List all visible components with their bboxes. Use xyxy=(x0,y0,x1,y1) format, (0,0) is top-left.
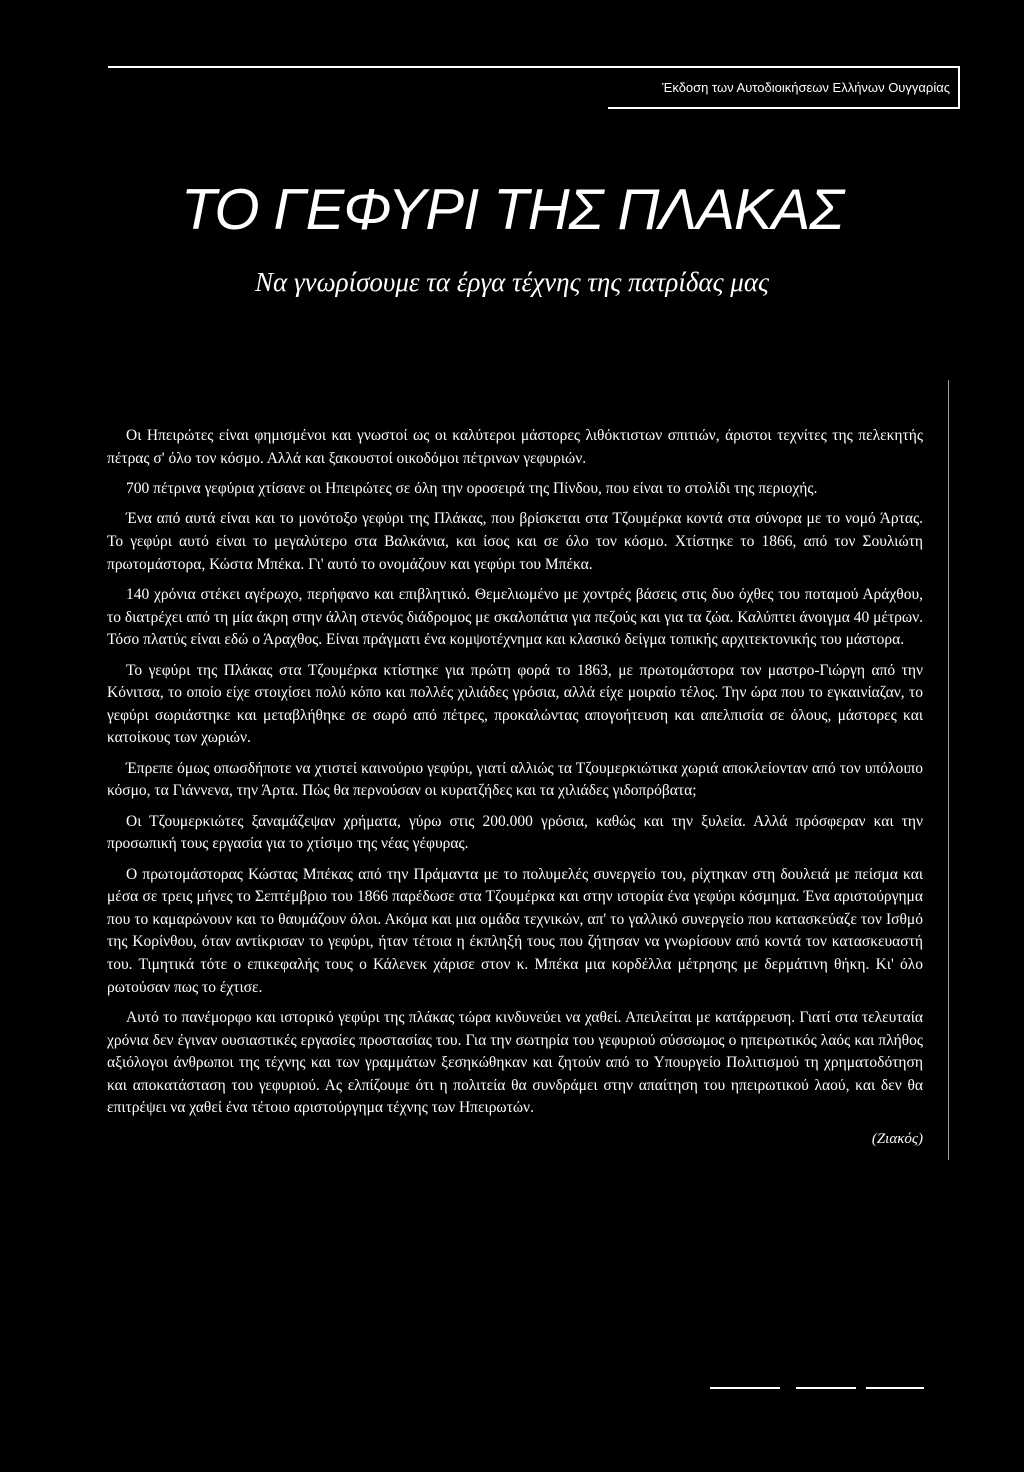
footer-rule-3 xyxy=(866,1387,924,1389)
paragraph: Οι Ηπειρώτες είναι φημισμένοι και γνωστοί ως οι καλύτεροι μάστορες λιθόκτιστων σπιτιών, άριστοι τεχνίτες της πελεκητής πέτρας σ' όλο τον κόσμο. Αλλά και ξακουστοί οικοδόμοι πέτρινων γεφυριών. xyxy=(107,427,923,467)
publisher-line: Έκδοση των Αυτοδιοικήσεων Ελλήνων Ουγγαρίας xyxy=(662,80,950,95)
page-subtitle: Να γνωρίσουμε τα έργα τέχνης της πατρίδας μας xyxy=(255,267,769,297)
paragraph: Οι Τζουμερκιώτες ξαναμάζεψαν χρήματα, γύρω στις 200.000 γρόσια, καθώς και την ξυλεία. Αλλά πρόσφεραν και την προσωπική τους εργασία για το χτίσιμο της νέας γέφυρας. xyxy=(107,812,923,853)
paragraph: Ένα από αυτά είναι και το μονότοξο γεφύρι της Πλάκας, που βρίσκεται στα Τζουμέρκα κοντά στα σύνορα με το νομό Άρτας. Το γεφύρι αυτό είναι το μεγαλύτερο στα Βαλκάνια, και ίσος και σε όλο τον κόσμο. Χτίστηκε το 1866, από τον Σουλιώτη πρωτομάστορα, Κώστα Μπέκα. Γι' αυτό το ονομάζουν και γεφύρι του Μπέκα. xyxy=(107,510,923,573)
margin-rule xyxy=(948,380,949,1160)
paragraph: Ο πρωτομάστορας Κώστας Μπέκας από την Πράμαντα με το πολυμελές συνεργείο του, ρίχτηκαν στη δουλειά με πείσμα και μέσα σε τρεις μήνες το Σεπτέμβριο του 1866 παρέδωσε στα Τζουμέρκα και στην ιστορία ένα γεφύρι κόσμημα. Ένα αριστούργημα που το καμαρώνουν και το θαυμάζουν όλοι. Ακόμα και μια ομάδα τεχνικών, απ' το γαλλικό συνεργείο που κατασκεύαζε τον Ισθμό της Κορίνθου, όταν αντίκρισαν το γεφύρι, ήταν τέτοια η έκπληξή τους που ζήτησαν να γνωρίσουν από κοντά τον κατασκευαστή του. Τιμητικά τότε ο επικεφαλής τους ο Κάλενεκ χάρισε στον κ. Μπέκα μια κορδέλλα μέτρησης με δερμάτινη θήκη. Κι' όλο ρωτούσαν πως το έχτισε. xyxy=(107,865,923,996)
paragraph: Το γεφύρι της Πλάκας στα Τζουμέρκα κτίστηκε για πρώτη φορά το 1863, με πρωτομάστορα τον μαστρο-Γιώργη από την Κόνιτσα, το οποίο είχε στοιχίσει πολύ κόπο και πολλές χιλιάδες γρόσια, αλλά είχε μοιραίο τέλος. Την ώρα που το εγκαινίαζαν, το γεφύρι σωριάστηκε και μεταβλήθηκε σε σωρό από πέτρες, προκαλώντας απογοήτευση και απελπισία σε όλους, μάστορες και κατοίκους των χωριών. xyxy=(107,661,923,747)
paragraph: Αυτό το πανέμορφο και ιστορικό γεφύρι της πλάκας τώρα κινδυνεύει να χαθεί. Απειλείται με κατάρρευση. Γιατί στα τελευταία χρόνια δεν έγιναν ουσιαστικές εργασίες προστασίας του. Για την σωτηρία του γεφυριού σύσσωμος ο ηπειρωτικός λαός και πλήθος αξιόλογοι άνθρωποι της τέχνης και των γραμμάτων ξεσηκώθηκαν και ζητούν από το Υπουργείο Πολιτισμού τη χρηματοδότηση και αποκατάσταση του γεφυριού. Ας ελπίζουμε ότι η πολιτεία θα συνδράμει στην απαίτηση του ηπειρωτικού λαού, και δεν θα επιτρέψει να χαθεί ένα τέτοιο αριστούργημα τέχνης των Ηπειρωτών. xyxy=(107,1009,923,1117)
footer-rule-1 xyxy=(710,1387,780,1389)
header-right-rule xyxy=(958,66,960,109)
header-bottom-rule xyxy=(608,107,960,109)
page-title: ΤΟ ΓΕΦΥΡΙ ΤΗΣ ΠΛΑΚΑΣ xyxy=(180,177,844,242)
paragraph: 700 πέτρινα γεφύρια χτίσανε οι Ηπειρώτες σε όλη την οροσειρά της Πίνδου, που είναι το στολίδι της περιοχής. xyxy=(126,479,818,497)
author-signature: (Ζιακός) xyxy=(871,1130,923,1147)
paragraph: 140 χρόνια στέκει αγέρωχο, περήφανο και επιβλητικό. Θεμελιωμένο με χοντρές βάσεις στις δυο όχθες του ποταμού Αράχθου, το διατρέχει από τη μία άκρη στην άλλη στενός διάδρομος με σκαλοπάτια για πεζούς και για τα ζώα. Καλύπτει άνοιγμα 40 μέτρων. Τόσο πλατύς είναι εδώ ο Άραχθος. Είναι πράγματι ένα κομψοτέχνημα και κλασικό δείγμα τοπικής αρχιτεκτονικής του μάστορα. xyxy=(107,585,923,649)
header-top-rule xyxy=(108,66,960,68)
paragraph: Έπρεπε όμως οπωσδήποτε να χτιστεί καινούριο γεφύρι, γιατί αλλιώς τα Τζουμερκιώτικα χωριά αποκλείονταν από τον υπόλοιπο κόσμο, τα Γιάννενα, την Άρτα. Πώς θα περνούσαν οι κυρατζήδες και τα χιλιάδες γιδοπρόβατα; xyxy=(107,759,923,800)
footer-rule-2 xyxy=(796,1387,856,1389)
article-body xyxy=(107,425,923,1150)
